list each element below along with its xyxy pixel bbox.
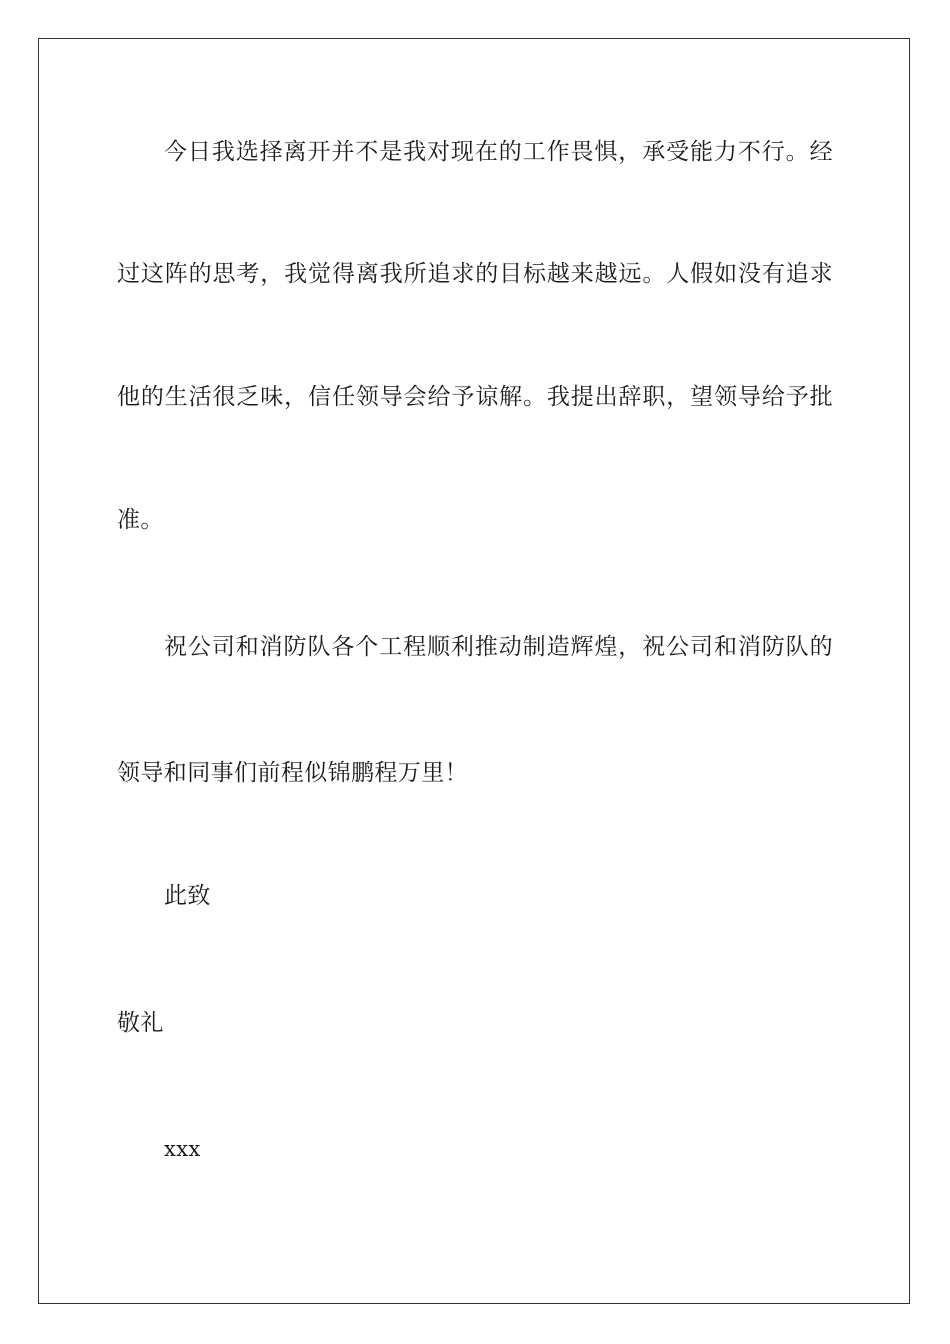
body-line: 过这阵的思考，我觉得离我所追求的目标越来越远。人假如没有追求 [117, 261, 833, 287]
signature: xxx [164, 1137, 201, 1161]
closing-phrase: 此致 [164, 883, 211, 909]
body-line: 今日我选择离开并不是我对现在的工作畏惧，承受能力不行。经 [164, 139, 833, 165]
body-line: 他的生活很乏味，信任领导会给予谅解。我提出辞职，望领导给予批 [117, 384, 833, 410]
body-line: 领导和同事们前程似锦鹏程万里！ [117, 760, 468, 786]
salute: 敬礼 [117, 1010, 164, 1036]
body-line: 准。 [117, 507, 164, 533]
page-frame [38, 38, 910, 1304]
body-line: 祝公司和消防队各个工程顺利推动制造辉煌，祝公司和消防队的 [164, 634, 833, 660]
